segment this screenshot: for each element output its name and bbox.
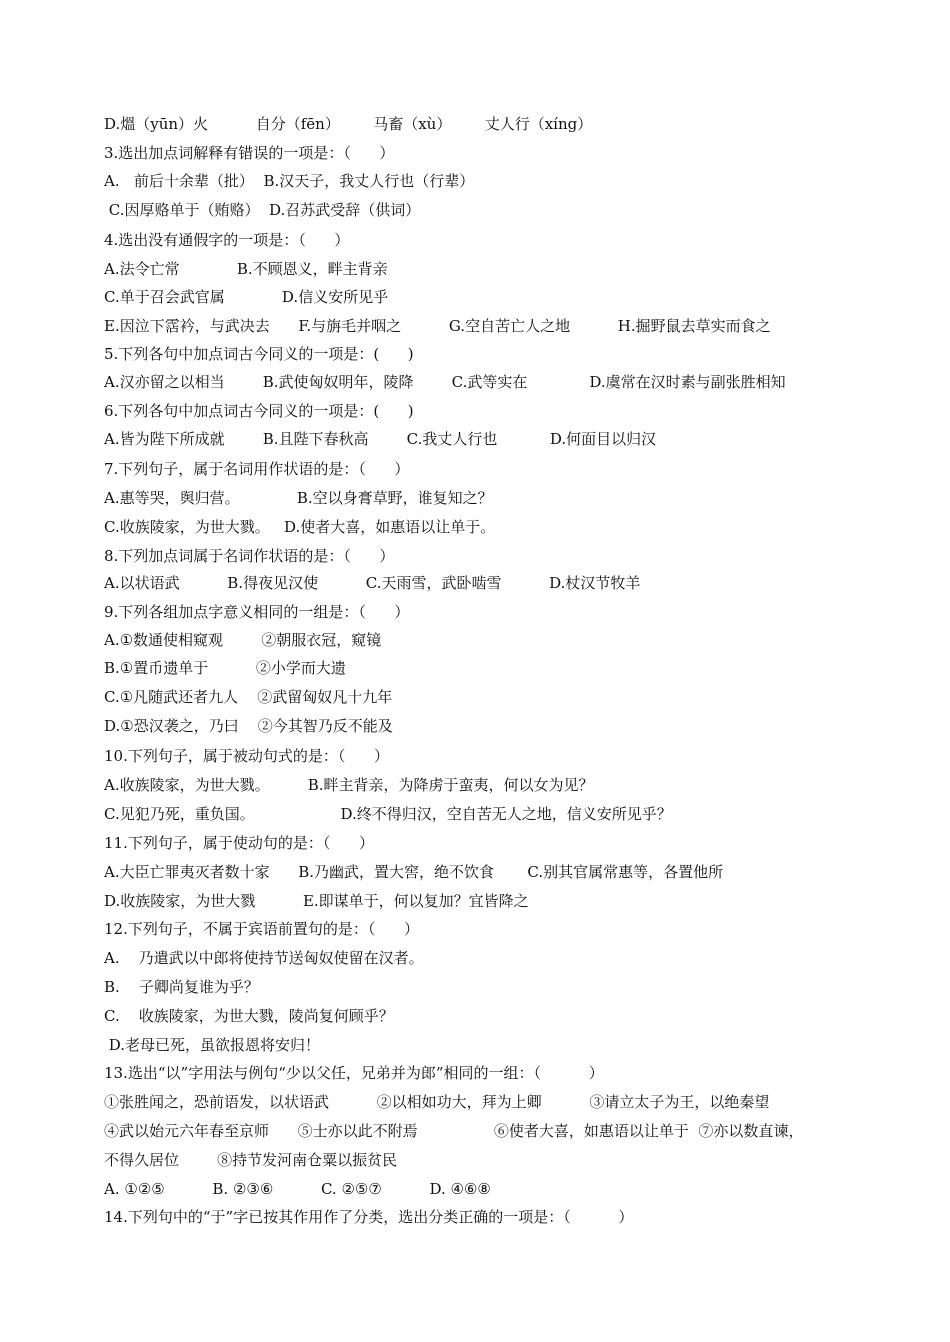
question-12-option-a: A. 乃遣武以中郎将使持节送匈奴使留在汉者。 — [104, 949, 424, 967]
question-4-options-eh: E.因泣下霑衿，与武决去 F.与旃毛并咽之 G.空自苦亡人之地 H.掘野鼠去草实而食之 — [104, 317, 771, 335]
question-10-options-cd: C.见犯乃死，重负国。 D.终不得归汉，空自苦无人之地，信义安所见乎？ — [104, 805, 672, 823]
question-10-options-ab: A.收族陵家，为世大戮。 B.畔主背亲，为降虏于蛮夷，何以女为见？ — [104, 776, 594, 794]
question-6-options: A.皆为陛下所成就 B.且陛下春秋高 C.我丈人行也 D.何面目以归汉 — [104, 430, 657, 448]
question-13-stem: 13.选出“以”字用法与例句“少以父任，兄弟并为郎”相同的一组：（ ） — [104, 1064, 604, 1082]
question-3-stem: 3.选出加点词解释有错误的一项是：（ ） — [104, 144, 395, 162]
question-5-stem: 5.下列各句中加点词古今同义的一项是：( ) — [104, 345, 414, 363]
question-12-option-b: B. 子卿尚复谁为乎？ — [104, 978, 259, 996]
question-2-option-d: D.熅（yūn）火 自分（fēn） 马畜（xù） 丈人行（xíng） — [104, 115, 593, 133]
question-10-stem: 10.下列句子，属于被动句式的是：（ ） — [104, 747, 389, 765]
question-12-option-d: D.老母已死，虽欲报恩将安归！ — [104, 1036, 321, 1054]
question-3-options-cd: C.因厚赂单于（贿赂） D.召苏武受辞（供词） — [104, 201, 421, 219]
question-9-option-a: A.①数通使相窥观 ②朝服衣冠，窥镜 — [104, 631, 382, 649]
question-12-stem: 12.下列句子，不属于宾语前置句的是：（ ） — [104, 920, 419, 938]
question-9-stem: 9.下列各组加点字意义相同的一组是：（ ） — [104, 603, 410, 621]
question-9-option-d: D.①恐汉袭之，乃曰 ②今其智乃反不能及 — [104, 717, 393, 735]
question-4-options-ab: A.法令亡常 B.不顾恩义，畔主背亲 — [104, 260, 388, 278]
question-4-stem: 4.选出没有通假字的一项是：（ ） — [104, 231, 350, 249]
question-8-options: A.以状语武 B.得夜见汉使 C.天雨雪，武卧啮雪 D.杖汉节牧羊 — [104, 574, 641, 592]
question-12-option-c: C. 收族陵家，为世大戮，陵尚复何顾乎？ — [104, 1007, 394, 1025]
question-13-items-1: ①张胜闻之，恐前语发，以状语武 ②以相如功大，拜为上卿 ③请立太子为王，以绝秦望 — [104, 1093, 770, 1111]
question-6-stem: 6.下列各句中加点词古今同义的一项是：( ) — [104, 402, 414, 420]
question-9-option-c: C.①凡随武还者九人 ②武留匈奴凡十九年 — [104, 688, 393, 706]
question-3-options-ab: A. 前后十余辈（批） B.汉天子，我丈人行也（行辈） — [104, 172, 475, 190]
question-7-options-cd: C.收族陵家，为世大戮。 D.使者大喜，如惠语以让单于。 — [104, 518, 496, 536]
question-7-stem: 7.下列句子，属于名词用作状语的是：（ ） — [104, 460, 410, 478]
question-11-stem: 11.下列句子，属于使动句的是：（ ） — [104, 834, 374, 852]
question-11-options-de: D.收族陵家，为世大戮 E.即谋单于，何以复加？宜皆降之 — [104, 892, 529, 910]
question-5-options: A.汉亦留之以相当 B.武使匈奴明年，陵降 C.武等实在 D.虞常在汉时素与副张胜相知 — [104, 373, 786, 391]
question-7-options-ab: A.惠等哭，舆归营。 B.空以身膏草野，谁复知之？ — [104, 489, 493, 507]
question-13-items-2: ④武以始元六年春至京师 ⑤士亦以此不附焉 ⑥使者大喜，如惠语以让单于 ⑦亦以数直谏， — [104, 1122, 804, 1140]
question-11-options-ac: A.大臣亡罪夷灭者数十家 B.乃幽武，置大窖，绝不饮食 C.别其官属常惠等，各置他所 — [104, 863, 724, 881]
question-4-options-cd: C.单于召会武官属 D.信义安所见乎 — [104, 288, 389, 306]
question-13-options: A. ①②⑤ B. ②③⑥ C. ②⑤⑦ D. ④⑥⑧ — [104, 1180, 491, 1198]
question-9-option-b: B.①置币遗单于 ②小学而大遗 — [104, 659, 346, 677]
question-8-stem: 8.下列加点词属于名词作状语的是：（ ） — [104, 547, 395, 565]
question-14-stem: 14.下列句中的“于”字已按其作用作了分类，选出分类正确的一项是：（ ） — [104, 1208, 634, 1226]
question-13-items-3: 不得久居位 ⑧持节发河南仓粟以振贫民 — [104, 1151, 398, 1169]
